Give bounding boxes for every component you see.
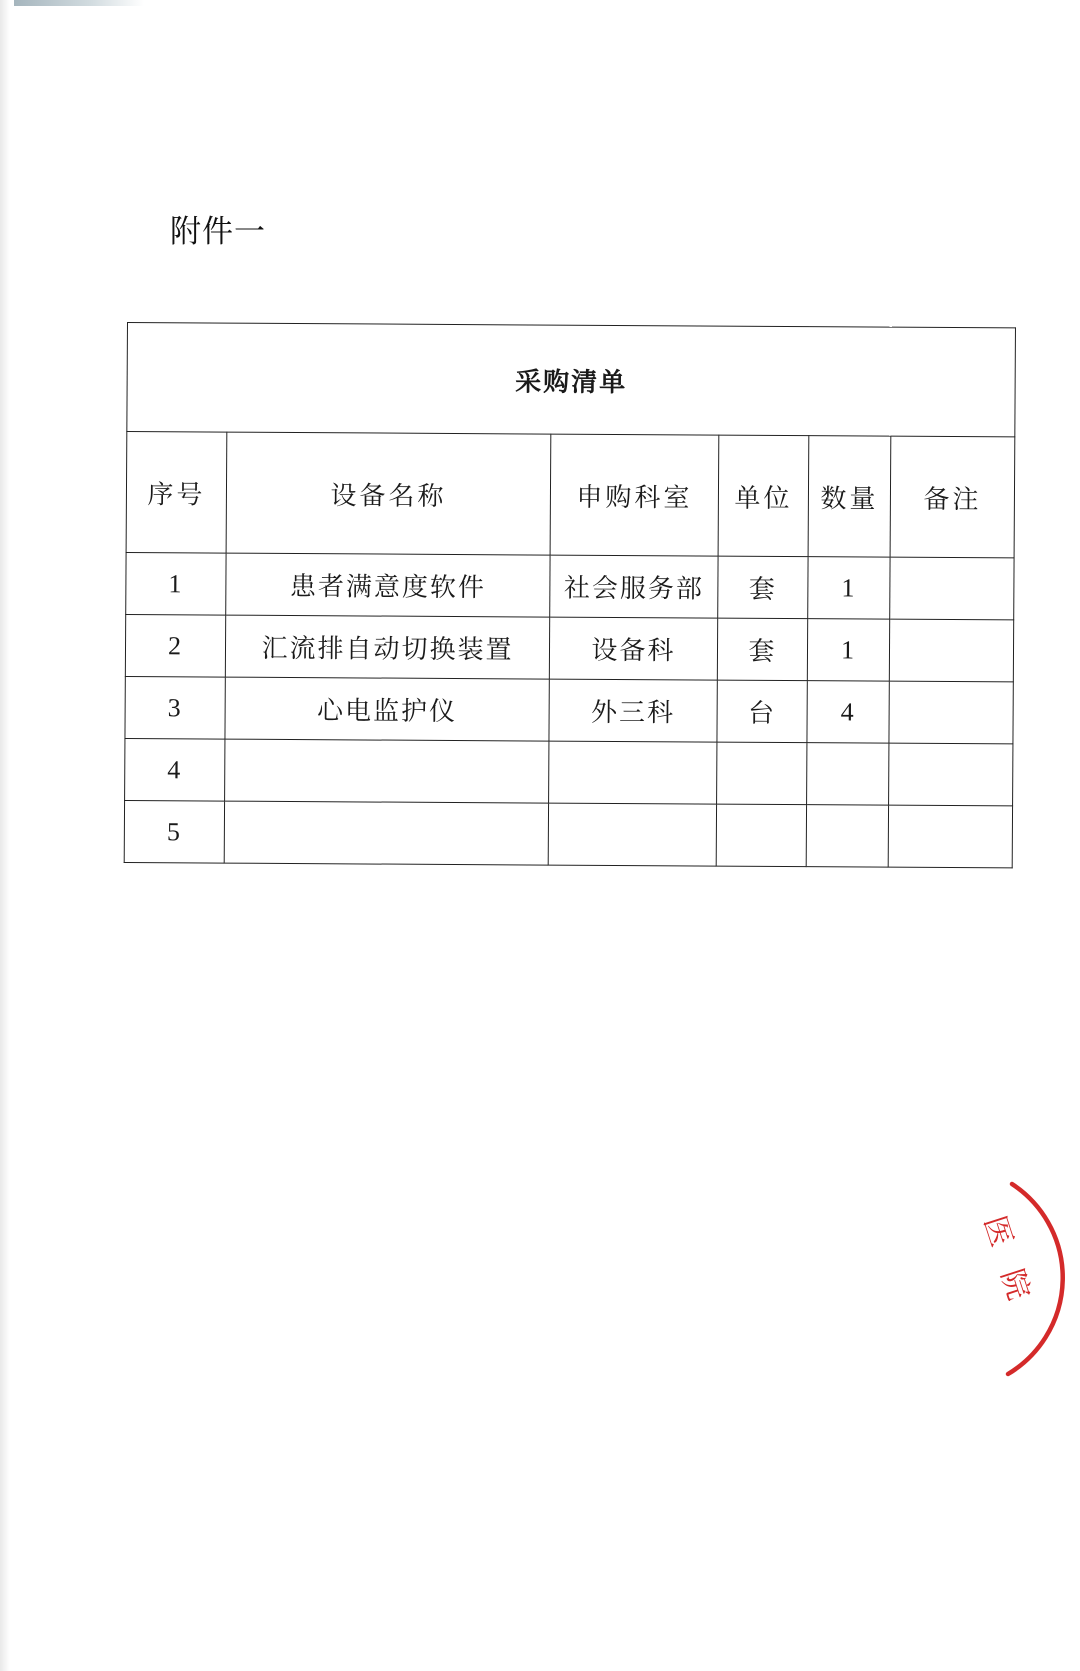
page-edge-shadow [0,0,10,1671]
cell-equipment-name: 患者满意度软件 [226,553,550,617]
procurement-sheet [124,322,1015,868]
header-requesting-dept: 申购科室 [550,434,719,556]
cell-requesting-dept: 外三科 [549,679,717,742]
cell-requesting-dept: 设备科 [549,617,717,680]
cell-unit: 套 [717,618,807,681]
table-title: 采购清单 [127,323,1016,437]
cell-remark [890,557,1014,620]
cell-quantity: 4 [807,681,889,743]
cell-serial-no: 1 [126,552,226,615]
seal-text: 医院 [976,1211,1045,1329]
cell-requesting-dept: 社会服务部 [550,555,718,618]
header-unit: 单位 [718,435,809,557]
cell-serial-no: 3 [125,676,225,739]
table-row [125,738,1013,805]
cell-serial-no: 2 [125,614,225,677]
cell-equipment-name: 汇流排自动切换装置 [225,615,549,679]
cell-quantity [807,743,889,805]
cell-quantity [806,805,888,867]
red-seal-stamp [960,1178,1080,1378]
cell-remark [889,681,1013,744]
header-serial-no: 序号 [126,432,227,554]
cell-equipment-name: 心电监护仪 [225,677,549,741]
cell-quantity: 1 [807,619,889,681]
cell-serial-no: 5 [124,800,224,863]
procurement-table [124,322,1016,868]
cell-quantity: 1 [808,557,890,619]
cell-equipment-name [225,739,549,803]
table-row [125,676,1013,743]
table-row [126,552,1014,619]
cell-serial-no: 4 [125,738,225,801]
table-row [124,800,1012,867]
cell-requesting-dept [549,741,717,804]
table-row [125,614,1013,681]
attachment-label: 附件一 [170,214,266,250]
table-header-row [126,432,1015,558]
cell-equipment-name [224,801,548,865]
cell-remark [889,619,1013,682]
cell-unit [717,742,807,805]
header-quantity: 数量 [808,436,891,557]
header-equipment-name: 设备名称 [226,432,551,555]
cell-unit: 台 [717,680,807,743]
table-title-row [127,323,1016,437]
cell-remark [888,805,1012,868]
cell-unit: 套 [718,556,808,619]
cell-remark [889,743,1013,806]
cell-unit [716,804,806,867]
top-edge-scrap [14,0,144,6]
cell-requesting-dept [548,803,716,866]
header-remark: 备注 [890,436,1015,558]
